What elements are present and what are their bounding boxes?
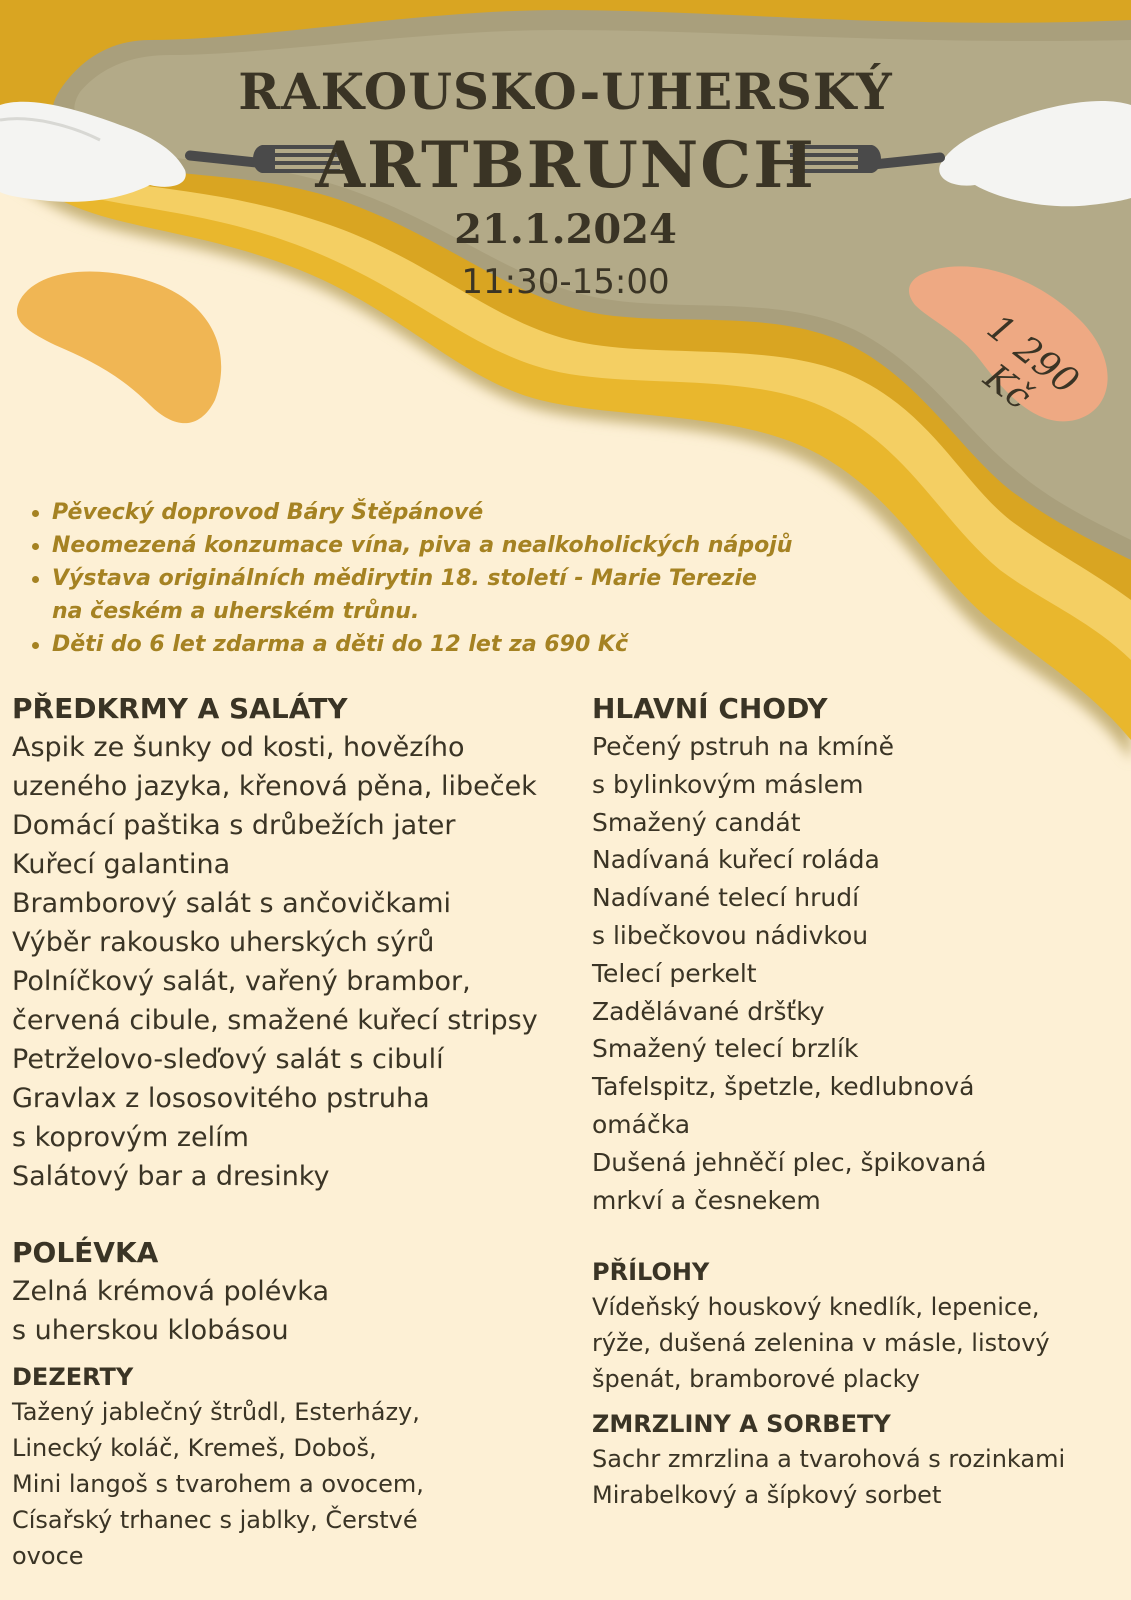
menu-line: Petrželovo-sleďový salát s cibulí bbox=[12, 1044, 444, 1075]
menu-column-left bbox=[12, 690, 577, 1574]
menu-line: Linecký koláč, Kremeš, Doboš, bbox=[12, 1434, 377, 1462]
menu-line: ovoce bbox=[12, 1542, 84, 1570]
icecream-list bbox=[592, 1441, 1122, 1513]
menu-line: Nadívaná kuřecí roláda bbox=[592, 845, 880, 875]
menu-line: rýže, dušená zelenina v másle, listový bbox=[592, 1329, 1050, 1358]
menu-line: omáčka bbox=[592, 1109, 691, 1139]
menu-line: Telecí perkelt bbox=[592, 958, 757, 988]
menu-line: Tafelspitz, špetzle, kedlubnová bbox=[592, 1072, 975, 1102]
menu-line: uzeného jazyka, křenová pěna, libeček bbox=[12, 771, 537, 802]
menu-line: Aspik ze šunky od kosti, hovězího bbox=[12, 732, 465, 763]
highlight-text: Výstava originálních mědirytin 18. století - Marie Terezie na českém a uherském trůnu. bbox=[52, 566, 757, 624]
sides-list bbox=[592, 1289, 1122, 1397]
section-title-soup: POLÉVKA bbox=[12, 1236, 159, 1269]
title-line-1: RAKOUSKO-UHERSKÝ bbox=[238, 62, 893, 121]
menu-line: Bramborový salát s ančovičkami bbox=[12, 888, 452, 919]
section-title-sides: PŘÍLOHY bbox=[592, 1258, 710, 1287]
menu-line: s libečkovou nádivkou bbox=[592, 920, 869, 950]
menu-line: Pečený pstruh na kmíně bbox=[592, 732, 895, 761]
menu-line: Zadělávané dršťky bbox=[592, 996, 825, 1026]
menu-line: Kuřecí galantina bbox=[12, 849, 231, 880]
menu-line: Mini langoš s tvarohem a ovocem, bbox=[12, 1470, 424, 1498]
menu-line: Dušená jehněčí plec, špikovaná bbox=[592, 1147, 987, 1177]
menu-line: Polníčkový salát, vařený brambor, bbox=[12, 966, 471, 997]
menu-line: Výběr rakousko uherských sýrů bbox=[12, 927, 435, 958]
highlights-list bbox=[30, 496, 792, 661]
menu-line: Smažený candát bbox=[592, 807, 801, 837]
menu-line: červená cibule, smažené kuřecí stripsy bbox=[12, 1005, 538, 1036]
menu-column-right bbox=[592, 690, 1122, 1513]
highlight-item: Děti do 6 let zdarma a děti do 12 let za 690 Kč bbox=[30, 628, 792, 661]
menu-line: Smažený telecí brzlík bbox=[592, 1034, 859, 1064]
starters-list bbox=[12, 728, 577, 1196]
mains-list bbox=[592, 728, 1122, 1219]
menu-line: špenát, bramborové placky bbox=[592, 1365, 920, 1394]
event-date: 21.1.2024 bbox=[454, 206, 677, 253]
title-line-2: ARTBRUNCH bbox=[315, 128, 816, 203]
menu-line: mrkví a česnekem bbox=[592, 1185, 821, 1215]
menu-line: Domácí paštika s drůbežích jater bbox=[12, 810, 456, 841]
section-title-desserts: DEZERTY bbox=[12, 1363, 134, 1391]
section-title-icecream: ZMRZLINY A SORBETY bbox=[592, 1410, 891, 1439]
menu-line: s bylinkovým máslem bbox=[592, 769, 864, 799]
menu-line: Salátový bar a dresinky bbox=[12, 1161, 330, 1192]
highlight-item: Pěvecký doprovod Báry Štěpánové bbox=[30, 496, 792, 529]
menu-line: Císařský trhanec s jablky, Čerstvé bbox=[12, 1506, 418, 1534]
soup-list bbox=[12, 1272, 577, 1350]
menu-line: s koprovým zelím bbox=[12, 1122, 249, 1153]
menu-line: Nadívané telecí hrudí bbox=[592, 883, 860, 913]
event-time: 11:30-15:00 bbox=[461, 262, 670, 302]
menu-line: Zelná krémová polévka bbox=[12, 1276, 329, 1307]
menu-line: Tažený jablečný štrůdl, Esterházy, bbox=[12, 1398, 420, 1426]
menu-line: Vídeňský houskový knedlík, lepenice, bbox=[592, 1293, 1040, 1322]
menu-line: Sachr zmrzlina a tvarohová s rozinkami bbox=[592, 1445, 1066, 1474]
highlight-item bbox=[30, 562, 772, 628]
section-title-starters: PŘEDKRMY A SALÁTY bbox=[12, 692, 348, 725]
highlight-item: Neomezená konzumace vína, piva a nealkoholických nápojů bbox=[30, 529, 792, 562]
menu-line: Mirabelkový a šípkový sorbet bbox=[592, 1481, 942, 1510]
desserts-list bbox=[12, 1394, 577, 1574]
menu-line: Gravlax z lososovitého pstruha bbox=[12, 1083, 430, 1114]
price-label: 1 290 Kč bbox=[976, 306, 1086, 418]
section-title-mains: HLAVNÍ CHODY bbox=[592, 692, 828, 725]
menu-line: s uherskou klobásou bbox=[12, 1315, 289, 1346]
